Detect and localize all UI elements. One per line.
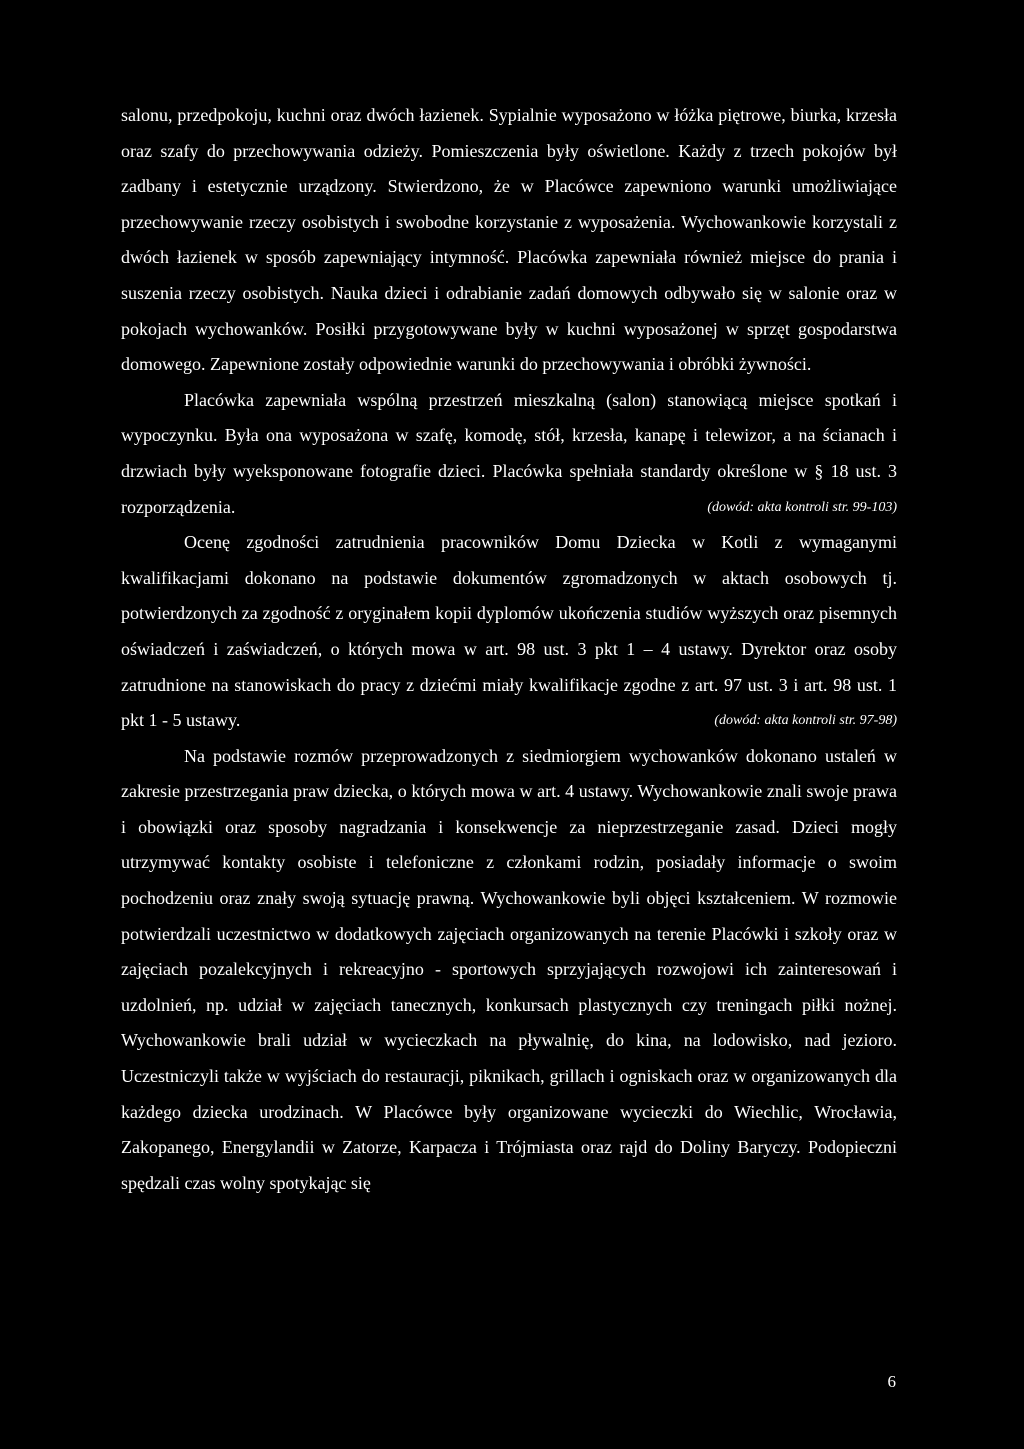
page-number: 6 <box>887 1372 896 1391</box>
document-page <box>121 98 897 1201</box>
evidence-reference: (dowód: akta kontroli str. 97-98) <box>714 713 897 729</box>
paragraph-text: Na podstawie rozmów przeprowadzonych z siedmiorgiem wychowanków dokonano ustaleń w zakresie przestrzegania praw dziecka, o których mowa w art. 4 ustawy. Wychowankowie znali swoje prawa i obowiązki oraz sposoby nagradzania i konsekwencje za nieprzestrzeganie zasad. Dzieci mogły utrzymywać kontakty osobiste i telefoniczne z członkami rodzin, posiadały informacje o swoim pochodzeniu oraz znały swoją sytuację prawną. Wychowankowie byli objęci kształceniem. W rozmowie potwierdzali uczestnictwo w dodatkowych zajęciach organizowanych na terenie Placówki i szkoły oraz w zajęciach pozalekcyjnych i rekreacyjno - sportowych sprzyjających rozwojowi ich zainteresowań i uzdolnień, np. udział w zajęciach tanecznych, konkursach plastycznych czy treningach piłki nożnej. Wychowankowie brali udział w wycieczkach na pływalnię, do kina, na lodowisko, nad jezioro. Uczestniczyli także w wyjściach do restauracji, piknikach, grillach i ogniskach oraz w organizowanych dla każdego dziecka urodzinach. W Placówce były organizowane wycieczki do Wiechlic, Wrocławia, Zakopanego, Energylandii w Zatorze, Karpacza i Trójmiasta oraz rajd do Doliny Baryczy. Podopieczni spędzali czas wolny spotykając się <box>121 745 897 1193</box>
paragraph-text: salonu, przedpokoju, kuchni oraz dwóch łazienek. Sypialnie wyposażono w łóżka piętrowe, biurka, krzesła oraz szafy do przechowywania odzieży. Pomieszczenia były oświetlone. Każdy z trzech pokojów był zadbany i estetycznie urządzony. Stwierdzono, że w Placówce zapewniono warunki umożliwiające przechowywanie rzeczy osobistych i swobodne korzystanie z wyposażenia. Wychowankowie korzystali z dwóch łazienek w sposób zapewniający intymność. Placówka zapewniała również miejsce do prania i suszenia rzeczy osobistych. Nauka dzieci i odrabianie zadań domowych odbywało się w salonie oraz w pokojach wychowanków. Posiłki przygotowywane były w kuchni wyposażonej w sprzęt gospodarstwa domowego. Zapewnione zostały odpowiednie warunki do przechowywania i obróbki żywności. <box>121 105 897 375</box>
paragraph-qualifications <box>121 525 897 739</box>
paragraph-children-rights <box>121 739 897 1202</box>
paragraph-living-room <box>121 383 897 525</box>
paragraph-text: Placówka zapewniała wspólną przestrzeń mieszkalną (salon) stanowiącą miejsce spotkań i wypoczynku. Była ona wyposażona w szafę, komodę, stół, krzesła, kanapę i telewizor, a na ścianach i drzwiach były wyeksponowane fotografie dzieci. Placówka spełniała standardy określone w § 18 ust. 3 rozporządzenia. <box>121 389 897 517</box>
evidence-reference: (dowód: akta kontroli str. 99-103) <box>707 499 897 515</box>
paragraph-rooms <box>121 98 897 383</box>
paragraph-text: Ocenę zgodności zatrudnienia pracowników Domu Dziecka w Kotli z wymaganymi kwalifikacjami dokonano na podstawie dokumentów zgromadzonych w aktach osobowych tj. potwierdzonych za zgodność z oryginałem kopii dyplomów ukończenia studiów wyższych oraz pisemnych oświadczeń i zaświadczeń, o których mowa w art. 98 ust. 3 pkt 1 – 4 ustawy. Dyrektor oraz osoby zatrudnione na stanowiskach do pracy z dziećmi miały kwalifikacje zgodne z art. 97 ust. 3 i art. 98 ust. 1 pkt 1 - 5 ustawy. <box>121 532 897 731</box>
